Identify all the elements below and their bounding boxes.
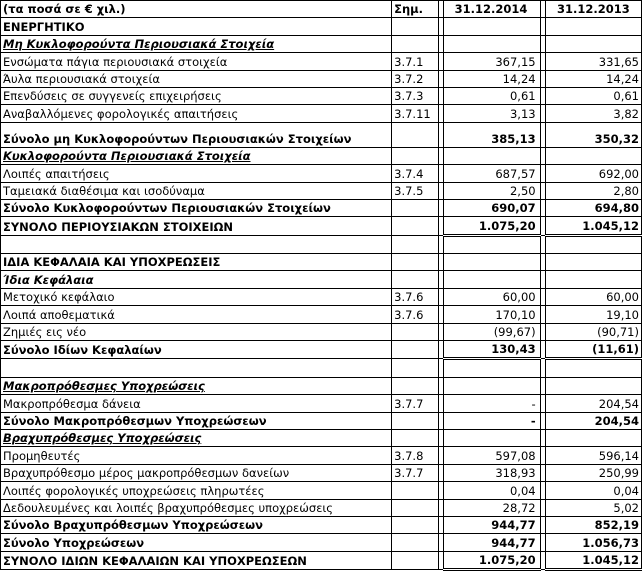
current-heading-row (1, 147, 642, 164)
table-row: Λοιπές φορολογικές υποχρεώσεις πληρωτέες 0,04 0,04 (1, 482, 642, 499)
longterm-total-row: Σύνολο Μακροπρόθεσμων Υποχρεώσεων - 204,54 (1, 412, 642, 429)
table-row: Λοιπές απαιτήσεις 3.7.4 687,57 692,00 (1, 165, 642, 182)
spacer-row (1, 235, 642, 253)
equity-heading-row (1, 271, 642, 288)
table-row: Βραχυπρόθεσμο μέρος μακροπρόθεσμων δανείων 3.7.7 318,93 250,99 (1, 464, 642, 481)
year-2014-header: 31.12.2014 (444, 1, 540, 18)
table-row: Μετοχικό κεφάλαιο 3.7.6 60,00 60,00 (1, 288, 642, 305)
noncurrent-total-row: Σύνολο μη Κυκλοφορούντων Περιουσιακών Στοιχείων 385,13 350,32 (1, 122, 642, 147)
table-row: Ταμειακά διαθέσιμα και ισοδύναμα 3.7.5 2,50 2,80 (1, 182, 642, 199)
longterm-heading: Μακροπρόθεσμες Υποχρεώσεις (1, 377, 392, 394)
equity-heading: Ίδια Κεφάλαια (1, 271, 392, 288)
current-total-row: Σύνολο Κυκλοφορούντων Περιουσιακών Στοιχείων 690,07 694,80 (1, 199, 642, 216)
grand-total-row: ΣΥΝΟΛΟ ΙΔΙΩΝ ΚΕΦΑΛΑΙΩΝ ΚΑΙ ΥΠΟΧΡΕΩΣΕΩΝ 1.075,20 1.045,12 (1, 551, 642, 569)
shortterm-total-row: Σύνολο Βραχυπρόθεσμων Υποχρεώσεων 944,77 852,19 (1, 516, 642, 533)
table-row: Ενσώματα πάγια περιουσιακά στοιχεία 3.7.1 367,15 331,65 (1, 53, 642, 70)
table-row: Αναβαλλόμενες φορολογικές απαιτήσεις 3.7.11 3,13 3,82 (1, 105, 642, 122)
spacer-row (1, 359, 642, 377)
equity-total-row: Σύνολο Ιδίων Κεφαλαίων 130,43 (11,61) (1, 341, 642, 359)
note-column-header: Σημ. (392, 1, 439, 18)
amounts-note: (τα ποσά σε € χιλ.) (1, 1, 392, 18)
table-row: Μακροπρόθεσμα δάνεια 3.7.7 - 204,54 (1, 395, 642, 412)
equity-liabilities-title: ΙΔΙΑ ΚΕΦΑΛΑΙΑ ΚΑΙ ΥΠΟΧΡΕΩΣΕΙΣ (1, 254, 392, 271)
table-row: Δεδουλευμένες και λοιπές βραχυπρόθεσμες υποχρεώσεις 28,72 5,02 (1, 499, 642, 516)
current-heading: Κυκλοφορούντα Περιουσιακά Στοιχεία (1, 147, 392, 164)
equity-liabilities-title-row (1, 254, 642, 271)
shortterm-heading: Βραχυπρόθεσμες Υποχρεώσεις (1, 429, 392, 446)
assets-title-row (1, 18, 642, 35)
year-2013-header: 31.12.2013 (545, 1, 641, 18)
liabilities-total-row: Σύνολο Υποχρεώσεων 944,77 1.056,73 (1, 534, 642, 551)
table-row: Επενδύσεις σε συγγενείς επιχειρήσεις 3.7.3 0,61 0,61 (1, 87, 642, 104)
longterm-heading-row (1, 377, 642, 394)
noncurrent-heading-row (1, 35, 642, 52)
table-row: Άυλα περιουσιακά στοιχεία 3.7.2 14,24 14,24 (1, 70, 642, 87)
header-row (1, 1, 642, 18)
table-row: Λοιπά αποθεματικά 3.7.6 170,10 19,10 (1, 306, 642, 323)
shortterm-heading-row (1, 429, 642, 446)
table-row: Προμηθευτές 3.7.8 597,08 596,14 (1, 447, 642, 464)
assets-total-row: ΣΥΝΟΛΟ ΠΕΡΙΟΥΣΙΑΚΩΝ ΣΤΟΙΧΕΙΩΝ 1.075,20 1.045,12 (1, 217, 642, 235)
table-row: Ζημιές εις νέο (99,67) (90,71) (1, 323, 642, 340)
noncurrent-heading: Μη Κυκλοφορούντα Περιουσιακά Στοιχεία (1, 35, 392, 52)
assets-title: ΕΝΕΡΓΗΤΙΚΟ (1, 18, 392, 35)
